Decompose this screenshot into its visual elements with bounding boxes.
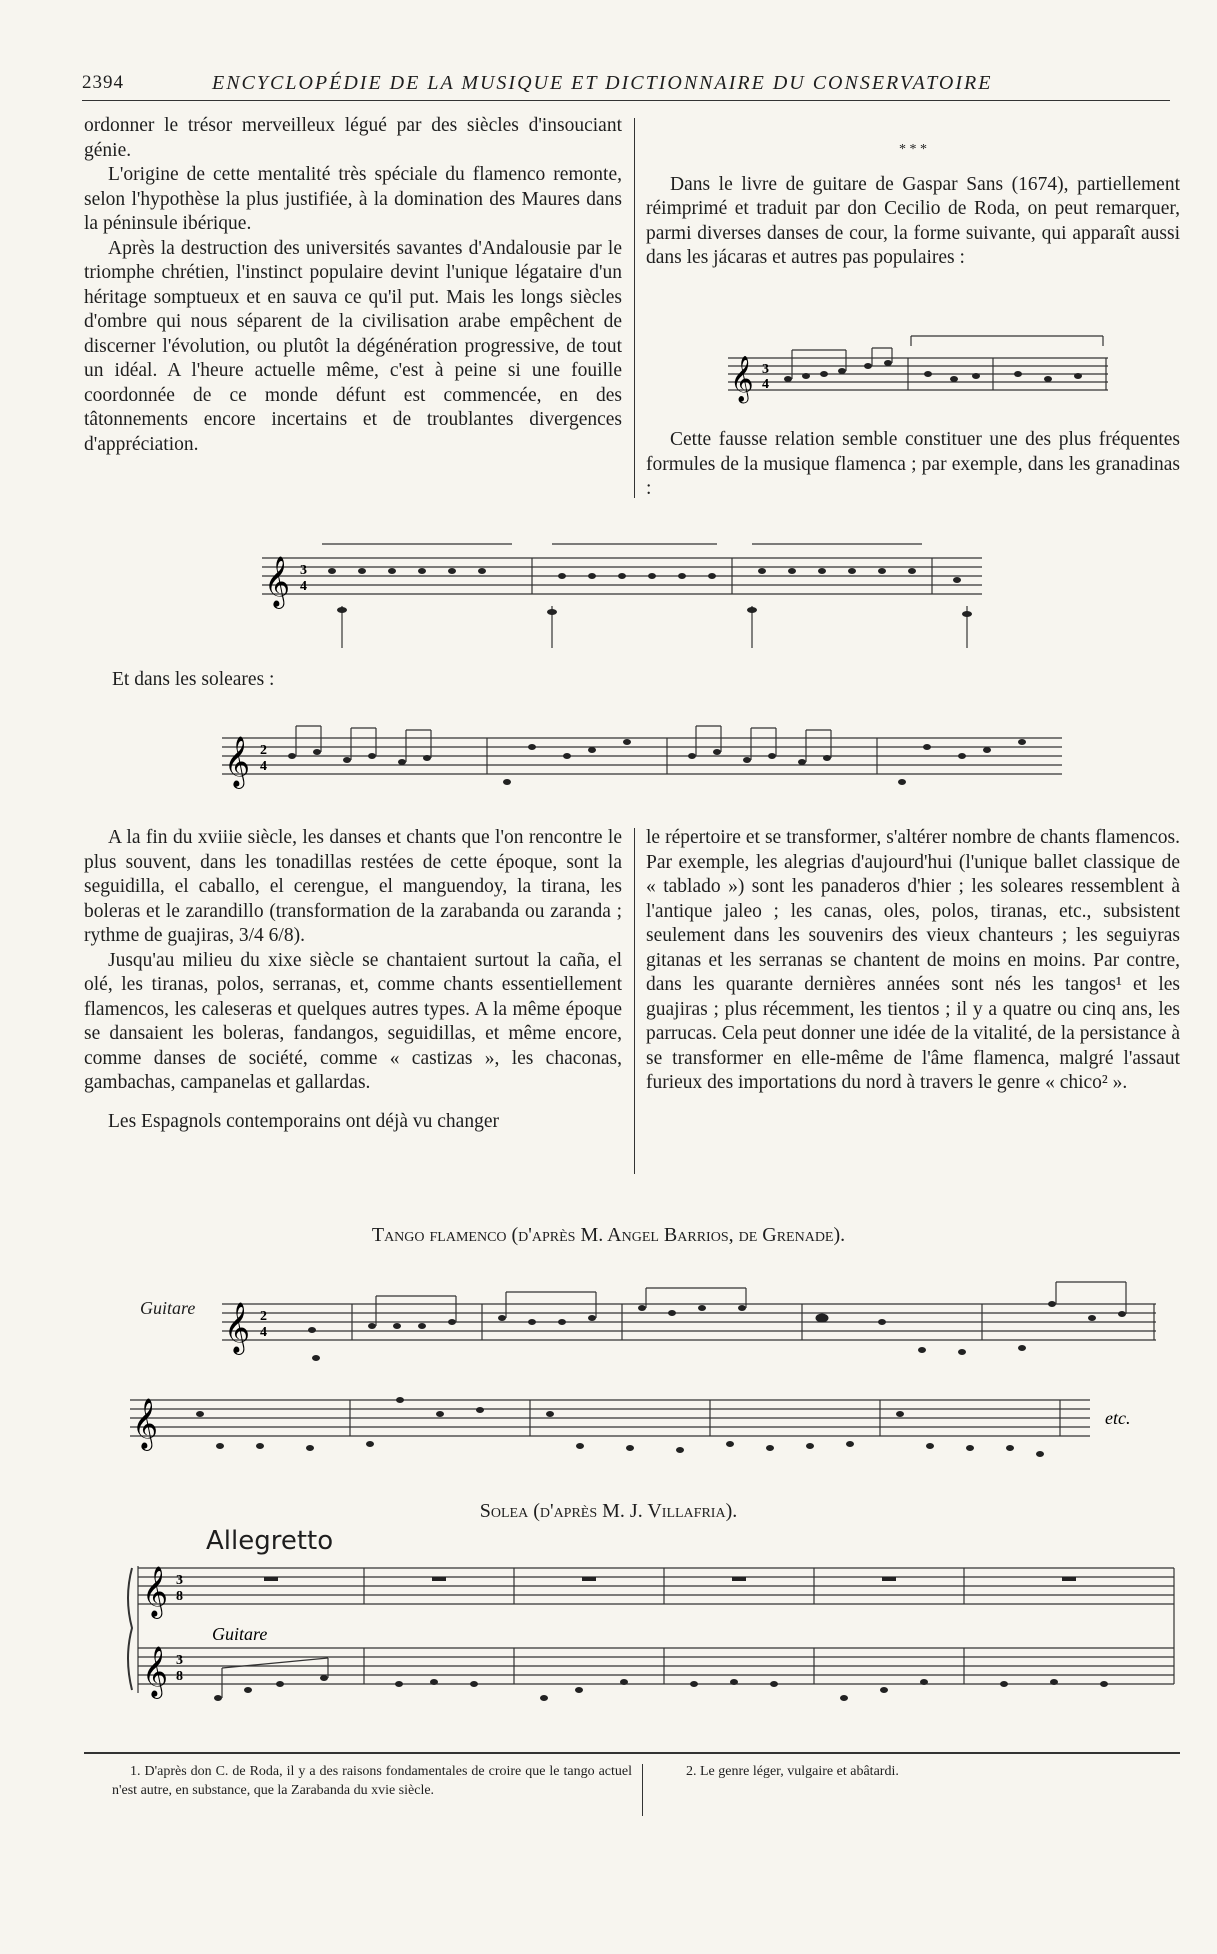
staff-lines xyxy=(222,1304,1156,1340)
time-sig-bottom: 4 xyxy=(260,759,267,774)
right-column-top-2 xyxy=(646,428,1180,502)
paragraph: L'origine de cette mentalité très spéciale du flamenco remonte, selon l'hypothèse la plus justifiée, à la domination des Maures dans la péninsule ibérique. xyxy=(84,164,622,234)
etc-mark: etc. xyxy=(1105,1408,1131,1428)
time-sig-bottom: 4 xyxy=(300,579,307,594)
caption-text: Tango flamenco (d'après M. Angel Barrios, de Grenade). xyxy=(371,1224,846,1246)
left-column-top xyxy=(84,114,622,457)
treble-clef: 𝄞 xyxy=(132,1399,159,1448)
treble-clef: 𝄞 xyxy=(224,737,251,786)
treble-clef-lower: 𝄞 xyxy=(142,1647,169,1696)
time-sig-top: 2 xyxy=(260,1309,267,1324)
running-title: ENCYCLOPÉDIE DE LA MUSIQUE ET DICTIONNAIRE DU CONSERVATOIRE xyxy=(212,72,993,94)
tango-caption xyxy=(0,1224,1217,1247)
time-sig-top: 3 xyxy=(176,1573,183,1588)
time-sig-top: 3 xyxy=(300,563,307,578)
solea-system xyxy=(124,1558,1180,1708)
column-divider xyxy=(634,118,635,498)
treble-clef: 𝄞 xyxy=(264,557,291,606)
asterism: * * * xyxy=(899,142,927,157)
right-column-mid xyxy=(646,826,1180,1096)
paragraph: Après la destruction des universités savantes d'Andalousie par le triomphe chrétien, l'instinct populaire devint l'unique légataire d'un héritage somptueux et en sauva ce qu'il put. Mais les longs siècles d'ombre qui nous séparent de la civilisation arabe empêchent de discerner l'évolution, ou plutôt la dégénération progressive, de tout un idéal. A l'heure actuelle même, c'est à peine si une fouille coordonnée de ce monde défunt est commencée, en des tâtonnements encore incertains et de troublantes divergences d'appréciation. xyxy=(84,237,622,455)
staff-lines-lower xyxy=(138,1648,1174,1684)
music-example-soleares xyxy=(222,712,1062,802)
tango-instrument-label: Guitare xyxy=(140,1298,196,1318)
treble-clef: 𝄞 xyxy=(224,1303,251,1352)
footnote-1 xyxy=(112,1762,632,1800)
time-sig-top: 2 xyxy=(260,743,267,758)
tempo-marking: Allegretto xyxy=(206,1526,334,1556)
guitar-label: Guitare xyxy=(212,1624,268,1644)
tango-staff-2 xyxy=(130,1374,1160,1464)
page-header xyxy=(82,70,1170,101)
treble-clef-upper: 𝄞 xyxy=(142,1567,169,1616)
paragraph: Cette fausse relation semble constituer une des plus fréquentes formules de la musique flamenca ; par exemple, dans les granadinas : xyxy=(646,429,1180,499)
staff-lines xyxy=(728,358,1108,390)
paragraph: Et dans les soleares : xyxy=(112,669,275,690)
time-sig-bottom: 4 xyxy=(762,377,769,392)
footnote-divider xyxy=(642,1764,643,1816)
time-sig-bottom: 8 xyxy=(176,1589,183,1604)
music-example-sans xyxy=(728,336,1108,408)
time-sig-bottom: 4 xyxy=(260,1325,267,1340)
footnote-text: 1. D'après don C. de Roda, il y a des raisons fondamentales de croire que le tango actuel n'est autre, en substance, que la Zarabanda du xvie siècle. xyxy=(112,1764,632,1798)
paragraph: Jusqu'au milieu du xixe siècle se chantaient surtout la caña, el olé, les tiranas, polos, serranas, et, comme chants essentiellement flamencos, les caleseras et quelques autres types. A la même époque se dansaient les boleras, fandangos, seguidillas, et même encore, comme danses de société, comme « castizas », les chaconas, gambachas, campanelas et gallardas. xyxy=(84,949,622,1093)
footnote-rule xyxy=(84,1752,1180,1754)
right-column-top xyxy=(646,138,1180,271)
treble-clef: 𝄞 xyxy=(730,356,754,401)
footnote-text: 2. Le genre léger, vulgaire et abâtardi. xyxy=(686,1764,899,1779)
caption-text: Solea (d'après M. J. Villafria). xyxy=(479,1500,738,1522)
paragraph: A la fin du xviiie siècle, les danses et chants que l'on rencontre le plus souvent, dans les tonadillas restées de cette époque, sont la seguidilla, el caballo, el cerengue, el manguendoy, la tirana, les boleras et le zarandillo (transformation de la zarabanda ou zaranda ; rythme de guajiras, 3/4 6/8). xyxy=(84,827,622,946)
staff-lines-upper xyxy=(138,1568,1174,1604)
footnote-2 xyxy=(668,1762,1168,1781)
paragraph: le répertoire et se transformer, s'altérer nombre de chants flamencos. Par exemple, les alegrias d'aujourd'hui (l'unique ballet classique de « tablado ») sont les panaderos d'hier ; les soleares ressemblent à l'antique jaleo ; les canas, oles, polos, tiranas, etc., subsistent seulement dans les souvenirs des vieux chanteurs ; les seguiyras gitanas et les serranas se chantent de moins en moins. Par contre, dans les quarante dernières années sont nés les tangos¹ et les guajiras ; plus récemment, les tientos ; il y a quatre ou cinq ans, les parrucas. Cela peut donner une idée de la vitalité, de la persistance à se transformer en elle-même de l'âme flamenca, malgré l'assaut furieux des importations du nord à travers le genre « chico² ». xyxy=(646,827,1180,1093)
soleares-intro xyxy=(112,668,512,693)
solea-caption xyxy=(0,1500,1217,1523)
staff-lines xyxy=(130,1400,1090,1436)
left-column-mid xyxy=(84,826,622,1134)
tango-staff-1 xyxy=(222,1278,1156,1368)
paragraph: Dans le livre de guitare de Gaspar Sans (1674), partiellement réimprimé et traduit par don Cecilio de Roda, on peut remarquer, parmi diverses danses de cour, la forme suivante, qui apparaît aussi dans les jácaras et autres pas populaires : xyxy=(646,173,1180,268)
music-example-granadinas xyxy=(262,538,982,648)
paragraph: ordonner le trésor merveilleux légué par des siècles d'insouciant génie. xyxy=(84,115,622,161)
time-sig-top: 3 xyxy=(762,362,769,377)
paragraph: Les Espagnols contemporains ont déjà vu changer xyxy=(108,1110,499,1132)
time-sig-bottom: 8 xyxy=(176,1669,183,1684)
page-number: 2394 xyxy=(82,72,124,93)
time-sig-top: 3 xyxy=(176,1653,183,1668)
staff-lines xyxy=(222,738,1062,774)
column-divider xyxy=(634,828,635,1174)
